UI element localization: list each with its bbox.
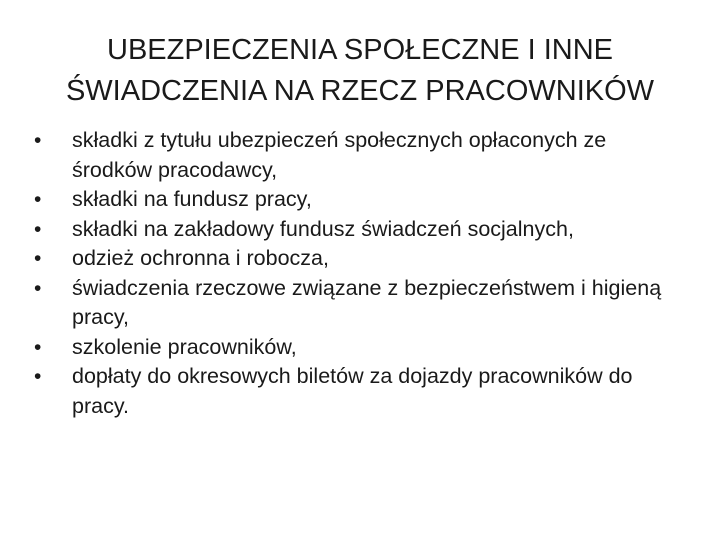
bullet-icon: • <box>34 217 42 241</box>
list-item <box>34 333 684 363</box>
list-item <box>34 215 684 245</box>
list-item <box>34 126 684 185</box>
list-item-text: składki na zakładowy fundusz świadczeń socjalnych, <box>72 216 574 241</box>
bullet-icon: • <box>34 276 42 300</box>
bullet-icon: • <box>34 247 42 270</box>
list-item <box>34 244 684 274</box>
list-item-text: składki z tytułu ubezpieczeń społecznych opłaconych ze środków pracodawcy, <box>72 128 607 182</box>
list-item-text: odzież ochronna i robocza, <box>72 246 329 270</box>
list-item-text: dopłaty do okresowych biletów za dojazdy pracowników do pracy. <box>72 364 633 418</box>
bullet-icon: • <box>34 365 42 388</box>
bullet-icon: • <box>34 335 42 359</box>
bullet-list <box>34 126 684 421</box>
list-item-text: świadczenia rzeczowe związane z bezpieczeństwem i higieną pracy, <box>72 275 662 329</box>
list-item <box>34 362 684 421</box>
list-item <box>34 185 684 215</box>
bullet-icon: • <box>34 188 42 211</box>
list-item <box>34 274 684 333</box>
slide-title-line-1: UBEZPIECZENIA SPOŁECZNE I INNE <box>107 34 613 66</box>
list-item-text: szkolenie pracowników, <box>72 334 297 359</box>
bullet-icon: • <box>34 129 42 152</box>
list-item-text: składki na fundusz pracy, <box>72 187 312 211</box>
slide-title-line-2: ŚWIADCZENIA NA RZECZ PRACOWNIKÓW <box>65 75 655 107</box>
slide-title <box>40 30 680 112</box>
